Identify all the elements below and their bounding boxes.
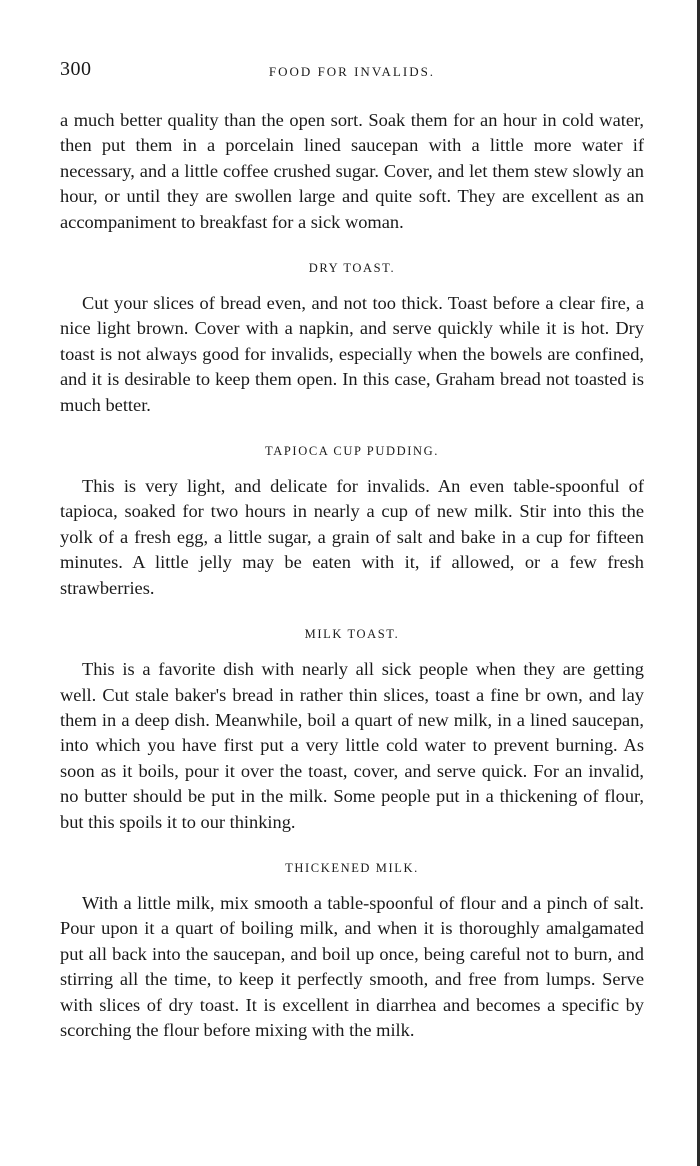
section-heading-tapioca-cup-pudding: TAPIOCA CUP PUDDING. <box>265 444 439 459</box>
section-paragraph-milk-toast: This is a favorite dish with nearly all sick people when they are getting well. Cut stale baker's bread in rather thin slices, toast a fine br own, and lay them in a deep dish. Meanwhile, boil a quart of new milk, in a lined saucepan, into which you have first put a very little cold water to prevent burning. As soon as it boils, pour it over the toast, cover, and serve quick. For an invalid, no butter should be put in the milk. Some people put in a thickening of flour, but this spoils it to our thinking. <box>60 659 644 832</box>
book-page <box>60 58 644 1043</box>
section-heading-thickened-milk: THICKENED MILK. <box>285 860 419 875</box>
intro-paragraph: a much better quality than the open sort. Soak them for an hour in cold water, then put them in a porcelain lined saucepan with a little more water if necessary, and a little coffee crushed sugar. Cover, and let them stew slowly an hour, or until they are swollen large and quite soft. They are excellent as an accompaniment to breakfast for a sick woman. <box>60 110 644 232</box>
running-head <box>60 58 644 88</box>
section-paragraph-thickened-milk: With a little milk, mix smooth a table-spoonful of flour and a pinch of salt. Pour upon it a quart of boiling milk, and when it is thoroughly amalgamated put all back into the saucepan, and boil up once, being careful not to burn, and stirring all the time, to keep it perfectly smooth, and free from lumps. Serve with slices of dry toast. It is excellent in diarrhea and becomes a specific by scorching the flour before mixing with the milk. <box>60 892 644 1040</box>
section-heading-milk-toast: MILK TOAST. <box>304 627 400 642</box>
running-title: FOOD FOR INVALIDS. <box>268 64 436 79</box>
page-number: 300 <box>60 58 92 80</box>
section-paragraph-tapioca-cup-pudding: This is very light, and delicate for invalids. An even table-spoonful of tapioca, soaked for two hours in nearly a cup of new milk. Stir into this the yolk of a fresh egg, a little sugar, a grain of salt and bake in a cup for fifteen minutes. A little jelly may be eaten with it, if allowed, or a few fresh strawberries. <box>60 476 644 598</box>
section-heading-dry-toast: DRY TOAST. <box>308 261 396 276</box>
section-paragraph-dry-toast: Cut your slices of bread even, and not too thick. Toast before a clear fire, a nice light brown. Cover with a napkin, and serve quickly while it is hot. Dry toast is not always good for invalids, especially when the bowels are confined, and it is desirable to keep them open. In this case, Graham bread not toasted is much better. <box>60 293 644 415</box>
